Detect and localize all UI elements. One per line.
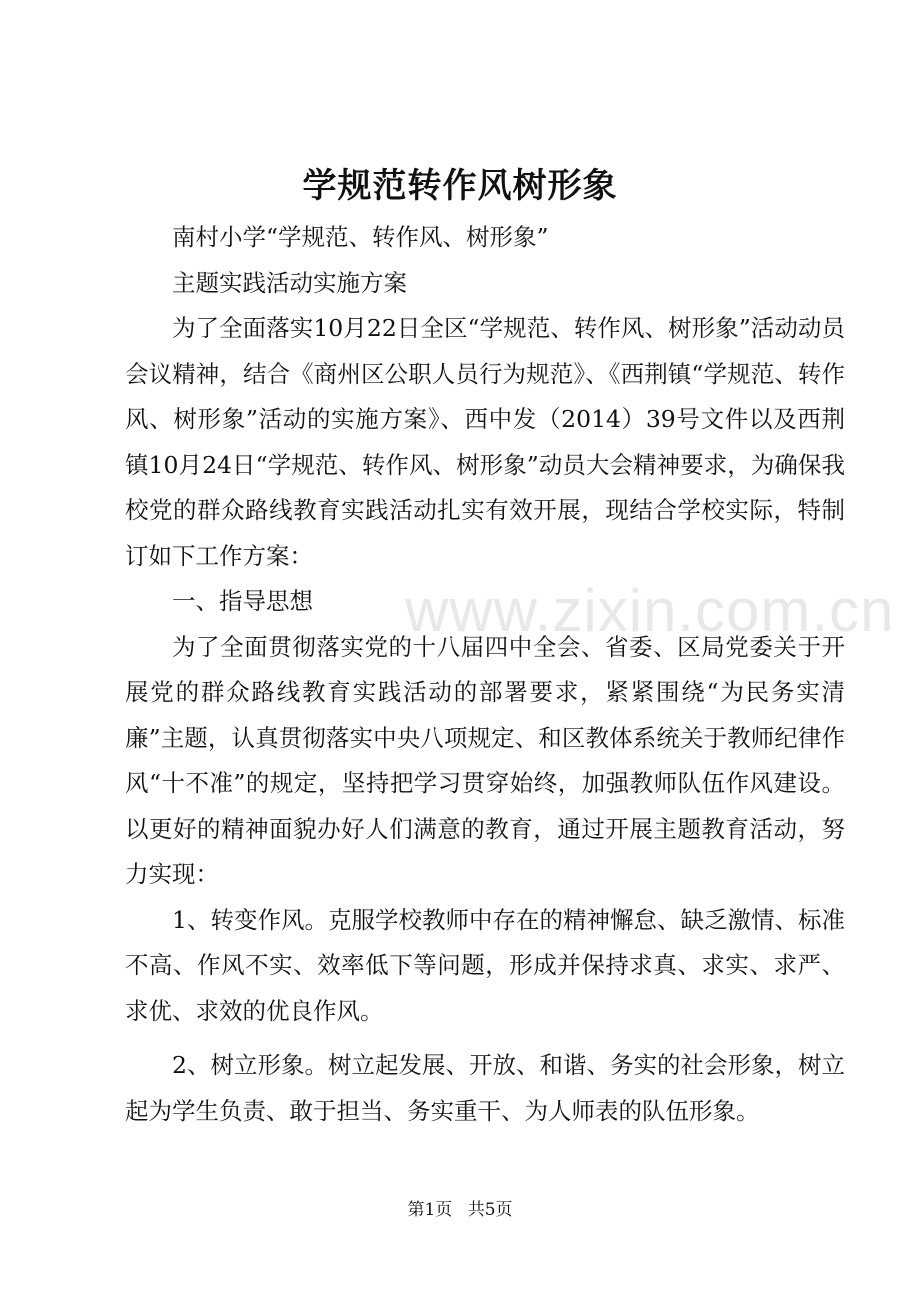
paragraph-intro: 为了全面落实10月22日全区“学规范、转作风、树形象”活动动员会议精神，结合《商州区公职人员行为规范》、《西荆镇“学规范、转作风、树形象”活动的实施方案》、西中发（2014）39号文件以及西荆镇10月24日“学规范、转作风、树形象”动员大会精神要求，为确保我校党的群众路线教育实践活动扎实有效开展，现结合学校实际，特制订如下工作方案：: [125, 314, 845, 570]
document-title: 学规范转作风树形象: [302, 166, 618, 206]
list-item-establish-image: 2、树立形象。树立起发展、开放、和谐、务实的社会形象，树立起为学生负责、敢于担当、务实重干、为人师表的队伍形象。: [125, 1051, 845, 1125]
page-footer: [0, 1198, 920, 1222]
watermark-text: www.zixin.com.cn: [405, 577, 895, 644]
page-total: 共5页: [467, 1200, 513, 1220]
paragraph-plan-heading: 主题实践活动实施方案: [172, 268, 407, 297]
page-number: 第1页: [407, 1200, 453, 1220]
section-heading-guiding-thought: 一、指导思想: [172, 587, 313, 615]
paragraph-guiding-thought: 为了全面贯彻落实党的十八届四中全会、省委、区局党委关于开展党的群众路线教育实践活动的部署要求，紧紧围绕“为民务实清廉”主题，认真贯彻落实中央八项规定、和区教体系统关于教师纪律作风“十不准”的规定，坚持把学习贯穿始终，加强教师队伍作风建设。以更好的精神面貌办好人们满意的教育，通过开展主题教育活动，努力实现：: [125, 632, 845, 888]
list-item-transform-style: 1、转变作风。克服学校教师中存在的精神懈怠、缺乏激情、标准不高、作风不实、效率低下等问题，形成并保持求真、求实、求严、求优、求效的优良作风。: [125, 905, 845, 1025]
paragraph-school-heading: 南村小学“学规范、转作风、树形象”: [172, 223, 549, 251]
document-body: [125, 215, 845, 1134]
